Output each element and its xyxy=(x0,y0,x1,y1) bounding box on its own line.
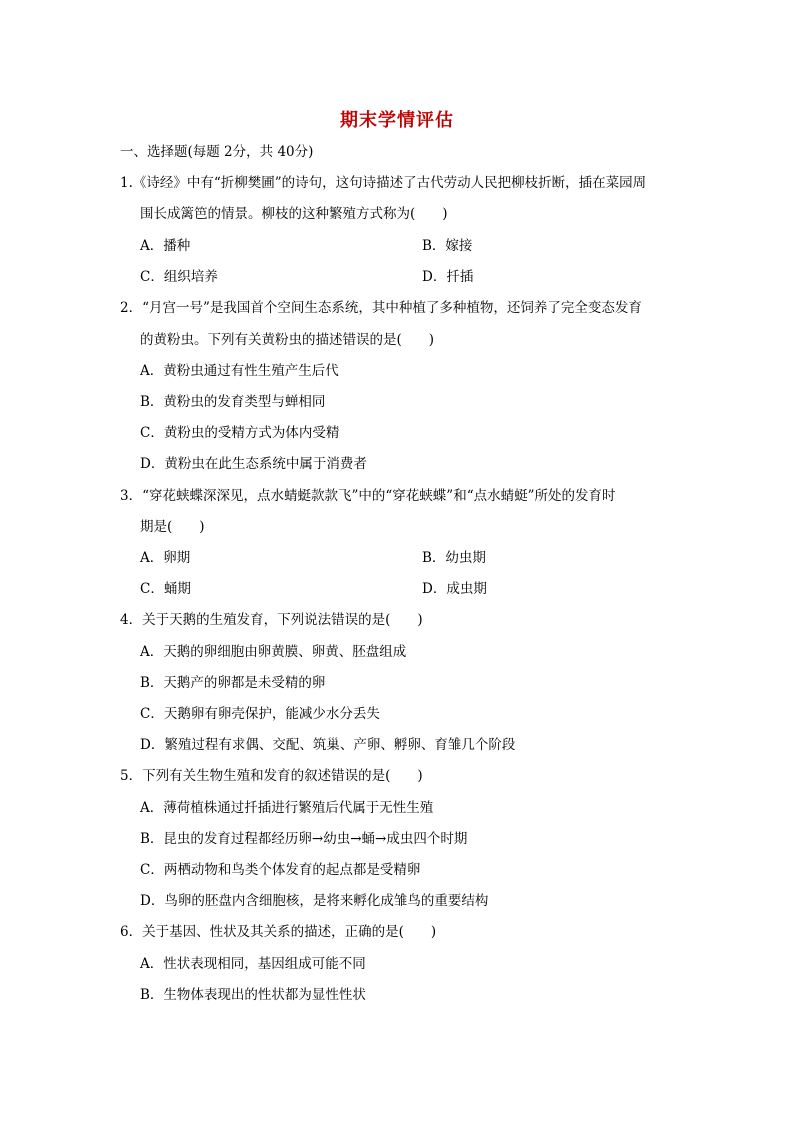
question-2-line-1: 2．“月宫一号”是我国首个空间生态系统，其中种植了多种植物，还饲养了完全变态发育 xyxy=(120,300,642,316)
question-3-line-2: 期是( ) xyxy=(140,519,205,535)
question-3-option-c: C．蛹期 xyxy=(140,581,191,597)
question-4-option-d: D．繁殖过程有求偶、交配、筑巢、产卵、孵卵、育雏几个阶段 xyxy=(140,737,516,753)
section-heading: 一、选择题(每题 2分，共 40分) xyxy=(120,144,314,160)
question-6-option-a: A．性状表现相同，基因组成可能不同 xyxy=(140,956,366,972)
question-4-option-b: B．天鹅产的卵都是未受精的卵 xyxy=(140,675,326,691)
question-2-option-d: D．黄粉虫在此生态系统中属于消费者 xyxy=(140,456,367,472)
question-4-option-c: C．天鹅卵有卵壳保护，能减少水分丢失 xyxy=(140,706,380,722)
question-3-line-1: 3．“穿花蛱蝶深深见，点水蜻蜓款款飞”中的“穿花蛱蝶”和“点水蜻蜓”所处的发育时 xyxy=(120,488,616,504)
question-1-option-a: A．播种 xyxy=(140,238,191,254)
question-4-line-1: 4．关于天鹅的生殖发育，下列说法错误的是( ) xyxy=(120,612,423,628)
question-3-option-b: B．幼虫期 xyxy=(422,550,486,566)
question-5-option-a: A．薄荷植株通过扦插进行繁殖后代属于无性生殖 xyxy=(140,800,434,816)
question-2-option-a: A．黄粉虫通过有性生殖产生后代 xyxy=(140,363,339,379)
question-2-line-2: 的黄粉虫。下列有关黄粉虫的描述错误的是( ) xyxy=(140,332,435,348)
question-3-option-a: A．卵期 xyxy=(140,550,191,566)
question-1-option-d: D．扦插 xyxy=(422,269,474,285)
page-title: 期末学情评估 xyxy=(340,110,454,131)
question-2-option-b: B．黄粉虫的发育类型与蝉相同 xyxy=(140,394,326,410)
question-1-line-1: 1.《诗经》中有“折柳樊圃”的诗句，这句诗描述了古代劳动人民把柳枝折断，插在菜园周 xyxy=(120,175,647,191)
question-2-option-c: C．黄粉虫的受精方式为体内受精 xyxy=(140,425,340,441)
question-3-option-d: D．成虫期 xyxy=(422,581,487,597)
question-6-option-b: B．生物体表现出的性状都为显性性状 xyxy=(140,987,366,1003)
question-1-line-2: 围长成篱笆的情景。柳枝的这种繁殖方式称为( ) xyxy=(140,206,448,222)
question-5-line-1: 5．下列有关生物生殖和发育的叙述错误的是( ) xyxy=(120,768,423,784)
question-5-option-c: C．两栖动物和鸟类个体发育的起点都是受精卵 xyxy=(140,862,421,878)
question-5-option-b: B．昆虫的发育过程都经历卵→幼虫→蛹→成虫四个时期 xyxy=(140,831,468,847)
question-4-option-a: A．天鹅的卵细胞由卵黄膜、卵黄、胚盘组成 xyxy=(140,644,407,660)
question-1-option-c: C．组织培养 xyxy=(140,269,218,285)
question-5-option-d: D．鸟卵的胚盘内含细胞核，是将来孵化成雏鸟的重要结构 xyxy=(140,893,489,909)
question-6-line-1: 6．关于基因、性状及其关系的描述，正确的是( ) xyxy=(120,924,437,940)
question-1-option-b: B．嫁接 xyxy=(422,238,473,254)
